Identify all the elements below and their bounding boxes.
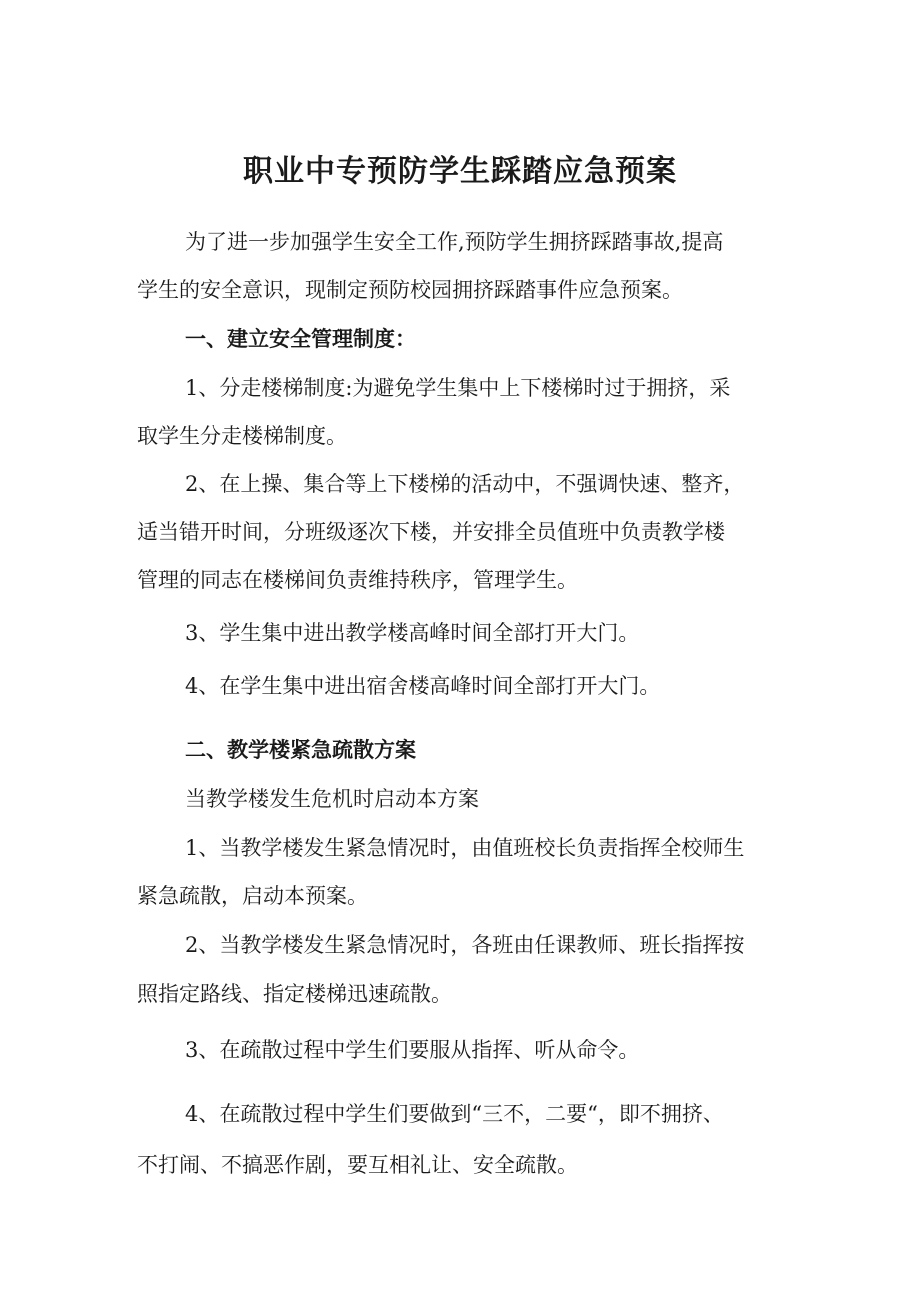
intro-line-2: 学生的安全意识，现制定预防校园拥挤踩踏事件应急预案。 <box>137 278 683 302</box>
s1-item4-line-1: 4、在学生集中进出宿舍楼高峰时间全部打开大门。 <box>185 674 661 698</box>
section1-heading: 一、建立安全管理制度： <box>185 327 416 351</box>
s1-item3-line-1: 3、学生集中进出教学楼高峰时间全部打开大门。 <box>185 621 640 645</box>
s2-item2-line-1: 2、当教学楼发生紧急情况时，各班由任课教师、班长指挥按 <box>185 933 745 957</box>
section2-heading: 二、教学楼紧急疏散方案 <box>185 738 416 762</box>
s2-item4-line-1: 4、在疏散过程中学生们要做到“三不，二要“，即不拥挤、 <box>185 1102 724 1126</box>
document-title: 职业中专预防学生踩踏应急预案 <box>243 154 677 189</box>
s2-item2-line-2: 照指定路线、指定楼梯迅速疏散。 <box>137 982 452 1006</box>
s2-item1-line-2: 紧急疏散，启动本预案。 <box>137 884 368 908</box>
s2-item1-line-1: 1、当教学楼发生紧急情况时，由值班校长负责指挥全校师生 <box>185 836 745 860</box>
s1-item2-line-3: 管理的同志在楼梯间负责维持秩序，管理学生。 <box>137 568 578 592</box>
s1-item2-line-1: 2、在上操、集合等上下楼梯的活动中，不强调快速、整齐， <box>185 472 745 496</box>
s1-item1-line-1: 1、分走楼梯制度:为避免学生集中上下楼梯时过于拥挤，采 <box>185 376 731 400</box>
s2-item3-line-1: 3、在疏散过程中学生们要服从指挥、听从命令。 <box>185 1038 640 1062</box>
section2-subtitle: 当教学楼发生危机时启动本方案 <box>185 787 479 811</box>
s1-item2-line-2: 适当错开时间，分班级逐次下楼，并安排全员值班中负责教学楼 <box>137 520 725 544</box>
intro-line-1: 为了进一步加强学生安全工作,预防学生拥挤踩踏事故,提高 <box>185 230 724 254</box>
s2-item4-line-2: 不打闹、不搞恶作剧，要互相礼让、安全疏散。 <box>137 1153 578 1177</box>
s1-item1-line-2: 取学生分走楼梯制度。 <box>137 424 347 448</box>
